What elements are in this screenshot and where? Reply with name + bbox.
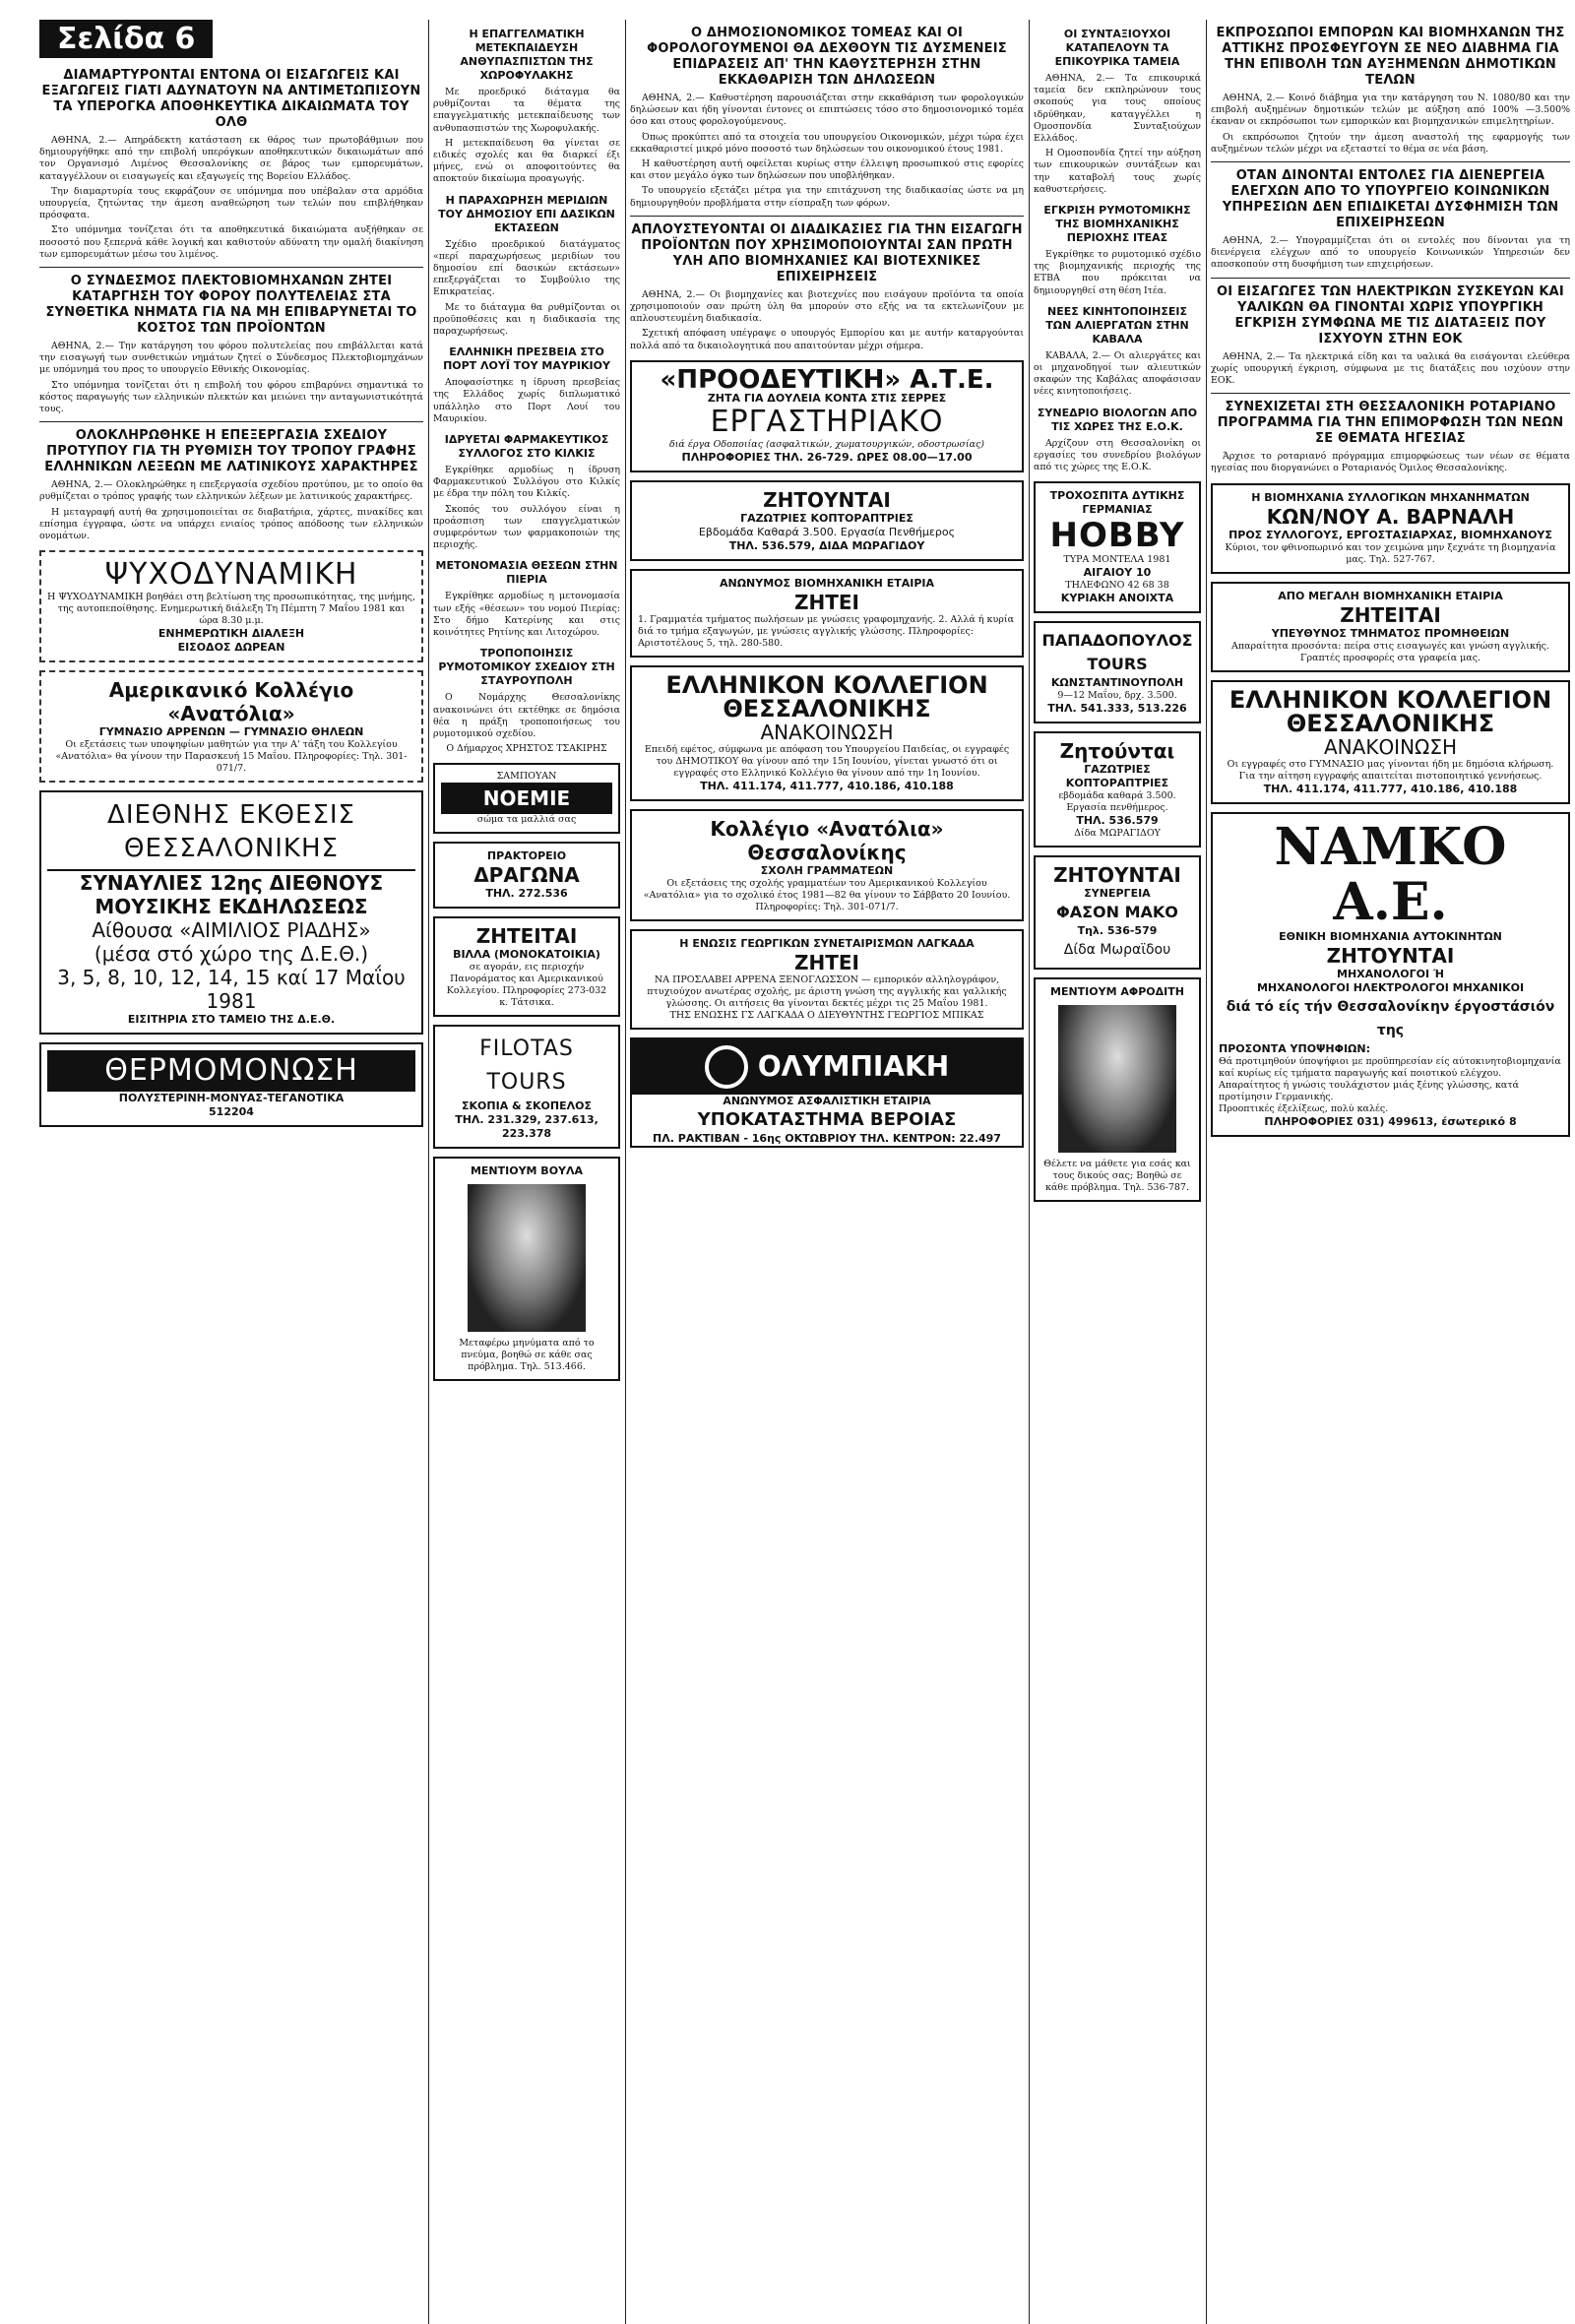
ad-phone: ΤΗΛ. 541.333, 513.226	[1047, 702, 1187, 716]
article-paragraph: Σχέδιο προεδρικού διατάγματος «περί παραχωρήσεως μεριδίων του δημοσίου επί δασικών εκτάσεων» επεξεργάζεται το Συμβούλιο της Επικρατείας.	[433, 238, 620, 298]
divider	[1211, 161, 1570, 162]
ad-text: εβδομάδα καθαρά 3.500. Εργασία πενθήμερος.	[1058, 790, 1176, 814]
ad-text: ΦΑΣΟΝ ΜΑΚΟ	[1056, 903, 1178, 922]
ad-tickets: ΕΙΣΙΤΗΡΙΑ ΣΤΟ ΤΑΜΕΙΟ ΤΗΣ Δ.Ε.Θ.	[127, 1013, 336, 1027]
article-paragraph: Όπως προκύπτει από τα στοιχεία του υπουργείου Οικονομικών, μέχρι τώρα έχει εκκαθαριστεί μικρό μόνο ποσοστό των δηλώσεων του οικονομικού έτους 1981.	[630, 131, 1024, 155]
article-paragraph: ΚΑΒΑΛΑ, 2.— Οι αλιεργάτες και οι μηχανοδηγοί των αλιευτικών σκαφών της Καβάλας αποφάσισαν νέες κινητοποιήσεις.	[1034, 349, 1201, 398]
article-paragraph: ΑΘΗΝΑ, 2.— Τα ηλεκτρικά είδη και τα υαλικά θα εισάγονται ελεύθερα χωρίς υπουργική έγκριση, σύμφωνα με τις διατάξεις που ισχύουν στην ΕΟΚ.	[1211, 350, 1570, 387]
portrait-photo	[1058, 1005, 1176, 1153]
ad-top: ΣΑΜΠΟΥΑΝ	[496, 771, 557, 783]
ad-olympiaki-insurance	[630, 1037, 1024, 1148]
ad-top: ΑΝΩΝΥΜΟΣ ΒΙΟΜΗΧΑΝΙΚΗ ΕΤΑΙΡΙΑ	[719, 576, 934, 590]
ad-seamstresses-wanted	[630, 480, 1024, 561]
ad-title: ΨΥΧΟΔΥΝΑΜΙΚΗ	[104, 557, 358, 593]
article-paragraph: Με το διάταγμα θα ρυθμίζονται οι προϋποθέσεις και η διαδικασία της παραχωρήσεως.	[433, 301, 620, 338]
ad-top: ΑΠΟ ΜΕΓΑΛΗ ΒΙΟΜΗΧΑΝΙΚΗ ΕΤΑΙΡΙΑ	[1278, 589, 1503, 602]
ad-text: Θέλετε να μάθετε για εσάς και τους δικούς σας; Βοηθώ σε κάθε πρόβλημα. Τηλ. 536-787.	[1043, 1159, 1191, 1194]
headline: ΣΥΝΕΔΡΙΟ ΒΙΟΛΟΓΩΝ ΑΠΟ ΤΙΣ ΧΩΡΕΣ ΤΗΣ Ε.Ο.Κ.	[1037, 406, 1198, 433]
article-paragraph: Στο υπόμνημα τονίζεται ότι η επιβολή του φόρου επιβαρύνει σημαντικά το κόστος παραγωγής των ελληνικών πλεκτών και μειώνει την ανταγωνιστικότητά τους.	[39, 379, 423, 415]
article-paragraph: Ο Νομάρχης Θεσσαλονίκης ανακοινώνει ότι εκτέθηκε σε δημόσια θέα η πράξη τροποποιήσεως του ρυμοτομικού σχεδίου.	[433, 692, 620, 739]
column-rule	[428, 20, 429, 2324]
ad-line: ΠΡΟΣΟΝΤΑ ΥΠΟΨΗΦΙΩΝ:	[1219, 1041, 1371, 1055]
ad-line: ΜΟΥΣΙΚΗΣ ΕΚΔΗΛΩΣΕΩΣ	[94, 895, 368, 919]
headline: ΙΔΡΥΕΤΑΙ ΦΑΡΜΑΚΕΥΤΙΚΟΣ ΣΥΛΛΟΓΟΣ ΣΤΟ ΚΙΛΚΙΣ	[444, 433, 609, 461]
ad-text: σε αγοράν, εις περιοχήν Πανοράματος και Αμερικανικού Κολλεγίου. Πληροφορίες 273-032 κ. Τάτσικα.	[446, 962, 607, 1009]
ad-villa-wanted	[433, 916, 620, 1017]
ad-text: Οι εξετάσεις της σχολής γραμματέων του Αμερικανικού Κολλεγίου «Ανατόλια» για το σχολικό έτος 1981—82 θα γίνουν το Σάββατο 20 Ιουνίου. Πληροφορίες: Τηλ. 301-071/7.	[643, 877, 1011, 912]
ad-subtitle: ΒΙΛΛΑ (ΜΟΝΟΚΑΤΟΙΚΙΑ)	[453, 948, 600, 962]
ad-subtitle: ΓΑΖΩΤΡΙΕΣ ΚΟΠΤΟΡΑΠΤΡΙΕΣ	[740, 511, 914, 525]
article-paragraph: ΑΘΗΝΑ, 2.— Κοινό διάβημα για την κατάργηση του Ν. 1080/80 και την επιβολή αυξημένων δημοτικών τελών με αύξηση από 100% —3.500% έκαναν οι εκπρόσωποι των εμπορικών και βιομηχανικών επιμελητηρίων.	[1211, 93, 1570, 128]
ad-brand: FILOTAS TOURS	[479, 1036, 574, 1096]
ad-subtitle: ΑΝΑΚΟΙΝΩΣΗ	[1324, 734, 1457, 759]
ad-proodeftiki	[630, 360, 1024, 472]
ad-slogan: σώμα τα μαλλιά σας	[476, 814, 577, 826]
ad-dates: 3, 5, 8, 10, 12, 14, 15 καί 17 Μαΐου 1981	[57, 966, 406, 1014]
ad-line: ΣΥΝΑΥΛΙΕΣ 12ης ΔΙΕΘΝΟΥΣ	[79, 871, 384, 896]
ad-signature: Δίδα ΜΩΡΑΓΙΔΟΥ	[1074, 828, 1161, 840]
article-paragraph: Οι εκπρόσωποι ζητούν την άμεση αναστολή της εφαρμογής των αυξημένων τελών μέχρι να εξεταστεί το θέμα σε νέα βάση.	[1211, 131, 1570, 155]
divider	[1211, 278, 1570, 279]
ad-subtitle: ΣΚΟΠΙΑ & ΣΚΟΠΕΛΟΣ	[462, 1099, 592, 1113]
ad-phone: ΠΛΗΡΟΦΟΡΙΕΣ ΤΗΛ. 26-729. ΩΡΕΣ 08.00—17.00	[681, 450, 973, 464]
ad-top: Η ΕΝΩΣΙΣ ΓΕΩΡΓΙΚΩΝ ΣΥΝΕΤΑΙΡΙΣΜΩΝ ΛΑΓΚΑΔΑ	[679, 936, 975, 950]
ad-title: ΖΗΤΕΙ	[794, 950, 859, 974]
ad-brand: HOBBY	[1049, 516, 1185, 556]
ad-title: ΜΕΝΤΙΟΥΜ ΒΟΥΛΑ	[470, 1164, 584, 1178]
article-paragraph: Η μετεκπαίδευση θα γίνεται σε ειδικές σχολές και θα διαρκεί έξι μήνες, ενώ οι αποφοιτούντες θα αποκτούν δικαίωμα προαγωγής.	[433, 137, 620, 185]
ad-main: ΕΡΓΑΣΤΗΡΙΑΚΟ	[710, 404, 944, 439]
olympiaki-logo	[632, 1039, 1022, 1095]
ad-procurement-manager	[1211, 582, 1570, 672]
ad-line: ΜΗΧΑΝΟΛΟΓΟΙ ΗΛΕΚΤΡΟΛΟΓΟΙ ΜΗΧΑΝΙΚΟΙ	[1256, 980, 1525, 994]
ad-text: 9—12 Μαΐου, δρχ. 3.500.	[1057, 690, 1177, 702]
ad-hellenic-college	[630, 665, 1024, 801]
ad-title: ΕΛΛΗΝΙΚΟΝ ΚΟΛΛΕΓΙΟΝ ΘΕΣΣΑΛΟΝΙΚΗΣ	[1228, 685, 1552, 737]
ad-subtitle: ΠΡΟΣ ΣΥΛΛΟΓΟΥΣ, ΕΡΓΟΣΤΑΣΙΑΡΧΑΣ, ΒΙΟΜΗΧΑΝΟΥΣ	[1228, 528, 1552, 541]
ad-anatolia-secretarial	[630, 809, 1024, 921]
ad-subtitle: ΠΟΛΥΣΤΕΡΙΝΗ-ΜΟΝΥΑΣ-ΤΕΓΑΝΟΤΙΚΑ	[118, 1092, 345, 1105]
ad-phone: ΤΗΛ. 411.174, 411.777, 410.186, 410.188	[700, 779, 954, 792]
ad-line: Απαραίτητος ή γνώσις τουλάχιστον μιάς ξένης γλώσσης, κατά προτίμησιν Γερμανικής.	[1219, 1079, 1519, 1102]
divider	[1211, 393, 1570, 394]
article-paragraph: Άρχισε το ροταριανό πρόγραμμα επιμορφώσεως των νέων σε θέματα ηγεσίας που διοργανώνει ο Ροταριανός Όμιλος Θεσσαλονίκης.	[1211, 451, 1570, 474]
ad-text: Εβδομάδα Καθαρά 3.500. Εργασία Πενθήμερος	[698, 525, 956, 538]
ad-title: ΚΩΝ/ΝΟΥ Α. ΒΑΡΝΑΛΗ	[1266, 504, 1515, 529]
ad-free-entry: ΕΙΣΟΔΟΣ ΔΩΡΕΑΝ	[177, 641, 285, 655]
headline: ΟΤΑΝ ΔΙΝΟΝΤΑΙ ΕΝΤΟΛΕΣ ΓΙΑ ΔΙΕΝΕΡΓΕΙΑ ΕΛΕΓΧΩΝ ΑΠΟ ΤΟ ΥΠΟΥΡΓΕΙΟ ΚΟΙΝΩΝΙΚΩΝ ΥΠΗΡΕΣΙΩΝ ΔΕΝ ΕΠΙΔΙΚΕΤΑΙ ΔΥΣΦΗΜΙΣΗ ΤΩΝ ΕΠΙΧΕΙΡΗΣΕΩΝ	[1222, 168, 1559, 231]
article-paragraph: ΑΘΗΝΑ, 2.— Την κατάργηση του φόρου πολυτελείας που επιβάλλεται κατά την εισαγωγή των συνθετικών νημάτων ζητεί ο Σύνδεσμος Πλεκτοβιομηχάνων με υπόμνημά του προς το υπουργείο Εθνικής Οικονομίας.	[39, 341, 423, 376]
ad-title: ΕΛΛΗΝΙΚΟΝ ΚΟΛΛΕΓΙΟΝ ΘΕΣΣΑΛΟΝΙΚΗΣ	[665, 670, 988, 722]
ad-subtitle: ΖΗΤΑ ΓΙΑ ΔΟΥΛΕΙΑ ΚΟΝΤΑ ΣΤΙΣ ΣΕΡΡΕΣ	[707, 391, 947, 405]
article-paragraph: Σχετική απόφαση υπέγραψε ο υπουργός Εμπορίου και με αυτήν καταργούνται πολλά από τα δικαιολογητικά που απαιτούνταν μέχρι σήμερα.	[630, 328, 1024, 351]
column-1	[39, 20, 423, 1135]
ad-text: ΝΑ ΠΡΟΣΛΑΒΕΙ ΑΡΡΕΝΑ ΞΕΝΟΓΛΩΣΣΟΝ — εμπορικόν αλληλογράφον, πτυχιούχον ανωτέρας σχολής, με άριστη γνώση της αγγλικής και γαλλικής γλώσσης. Οι αιτήσεις θα γίνονται δεκτές μέχρι τις 25 Μαΐου 1981.	[647, 974, 1007, 1009]
article-paragraph: Εγκρίθηκε αρμοδίως η ίδρυση Φαρμακευτικού Συλλόγου στο Κιλκίς με έδρα την πόλη του Κιλκίς.	[433, 465, 620, 500]
ad-open: ΚΥΡΙΑΚΗ ΑΝΟΙΧΤΑ	[1060, 592, 1174, 605]
ad-title: ΖΗΤΟΥΝΤΑΙ	[763, 487, 891, 512]
ad-venue: Αίθουσα «ΑΙΜΙΛΙΟΣ ΡΙΑΔΗΣ»	[92, 918, 371, 943]
page-number-badge: Σελίδα 6	[39, 20, 213, 58]
ad-hobby-caravans	[1034, 481, 1201, 613]
portrait-photo	[468, 1184, 586, 1332]
article-paragraph: Αποφασίστηκε η ίδρυση πρεσβείας της Ελλάδος χωρίς διπλωματικό υπάλληλο στο Πορτ Λουί του Μαυρικίου.	[433, 377, 620, 424]
article-paragraph: Στο υπόμνημα τονίζεται ότι τα αποθηκευτικά δικαιώματα αυξήθηκαν σε ποσοστό που ξεπερνά κάθε λογική και καθιστούν αδύνατη την ομαλή διακίνηση των εμπορευμάτων μέσω του λιμένος.	[39, 224, 423, 260]
divider	[630, 216, 1024, 217]
divider	[39, 421, 423, 422]
ad-title: ΜΕΝΤΙΟΥΜ ΑΦΡΟΔΙΤΗ	[1050, 985, 1184, 999]
divider	[39, 267, 423, 268]
ad-brand: ΠΑΠΑΔΟΠΟΥΛΟΣ TOURS	[1041, 631, 1193, 674]
article-paragraph: Την διαμαρτυρία τους εκφράζουν σε υπόμνημα που υπέβαλαν στα αρμόδια υπουργεία, ζητώντας την άμεση αναθεώρηση των τελών που επιβλήθηκαν πρόσφατα.	[39, 185, 423, 221]
ad-text: Απαραίτητα προσόντα: πείρα στις εισαγωγές και γνώση αγγλικής. Γραπτές προσφορές στα γραφεία μας.	[1231, 640, 1549, 663]
headline: Ο ΔΗΜΟΣΙΟΝΟΜΙΚΟΣ ΤΟΜΕΑΣ ΚΑΙ ΟΙ ΦΟΡΟΛΟΓΟΥΜΕΝΟΙ ΘΑ ΔΕΧΘΟΥΝ ΤΙΣ ΔΥΣΜΕΝΕΙΣ ΕΠΙΔΡΑΣΕΙΣ ΑΠ' ΤΗΝ ΚΑΘΥΣΤΕΡΗΣΗ ΣΤΗΝ ΕΚΚΑΘΑΡΙΣΗ ΤΩΝ ΔΗΛΩΣΕΩΝ	[647, 26, 1007, 88]
headline: ΟΙ ΣΥΝΤΑΞΙΟΥΧΟΙ ΚΑΤΑΠΕΛΟΥΝ ΤΑ ΕΠΙΚΟΥΡΙΚΑ ΤΑΜΕΙΑ	[1054, 28, 1180, 68]
ad-title: ΖΗΤΕΙΤΑΙ	[1340, 602, 1441, 627]
ad-industrial-company	[630, 569, 1024, 658]
article-paragraph: Η μεταγραφή αυτή θα χρησιμοποιείται σε διαβατήρια, χάρτες, πινακίδες και επίσημα έγγραφα, ώστε να υπάρχει ενιαίος τρόπος απόδοσης των ελληνικών ονομάτων.	[39, 506, 423, 542]
column-3	[630, 20, 1024, 1156]
ad-subtitle: ΑΝΑΚΟΙΝΩΣΗ	[760, 720, 894, 744]
headline: ΤΡΟΠΟΠΟΙΗΣΙΣ ΡΥΜΟΤΟΜΙΚΟΥ ΣΧΕΔΙΟΥ ΣΤΗ ΣΤΑΥΡΟΥΠΟΛΗ	[438, 647, 615, 688]
headline: ΟΙ ΕΙΣΑΓΩΓΕΣ ΤΩΝ ΗΛΕΚΤΡΙΚΩΝ ΣΥΣΚΕΥΩΝ ΚΑΙ ΥΑΛΙΚΩΝ ΘΑ ΓΙΝΟΝΤΑΙ ΧΩΡΙΣ ΥΠΟΥΡΓΙΚΗ ΕΓΚΡΙΣΗ ΣΥΜΦΩΝΑ ΜΕ ΤΙΣ ΔΙΑΤΑΞΕΙΣ ΠΟΥ ΙΣΧΥΟΥΝ ΣΤΗΝ ΕΟΚ	[1217, 283, 1564, 346]
article-paragraph: Το υπουργείο εξετάζει μέτρα για την επιτάχυνση της διαδικασίας ώστε να μη δημιουργηθούν προβλήματα στην είσπραξη των φόρων.	[630, 185, 1024, 209]
ad-top: ΠΡΑΚΤΟΡΕΙΟ	[486, 849, 567, 863]
ad-text: διά έργα Οδοποιίας (ασφαλτικών, χωματουργικών, οδοστρωσίας)	[668, 438, 985, 450]
ad-phone: ΤΗΛΕΦΩΝΟ 42 68 38	[1065, 580, 1169, 592]
ad-phone: ΤΗΛ. 411.174, 411.777, 410.186, 410.188	[1263, 782, 1518, 795]
ad-text: Οι εγγραφές στο ΓΥΜΝΑΣΙΟ μας γίνονται ήδη με δημόσια κλήρωση. Για την αίτηση εγγραφής απαιτείται πιστοποιητικό γεννήσεως.	[1227, 758, 1554, 782]
column-4	[1034, 20, 1201, 1210]
headline: ΕΓΚΡΙΣΗ ΡΥΜΟΤΟΜΙΚΗΣ ΤΗΣ ΒΙΟΜΗΧΑΝΙΚΗΣ ΠΕΡΙΟΧΗΣ ΙΤΕΑΣ	[1043, 204, 1191, 245]
ad-namko	[1211, 812, 1570, 1137]
ad-line: ΜΗΧΑΝΟΛΟΓΟΙ Ή	[1337, 967, 1444, 980]
signature: Ο Δήμαρχος ΧΡΗΣΤΟΣ ΤΣΑΚΙΡΗΣ	[446, 743, 607, 755]
ad-venue-note: (μέσα στό χώρο της Δ.Ε.Θ.)	[94, 942, 369, 967]
ad-subtitle: ΑΝΩΝΥΜΟΣ ΑΣΦΑΛΙΣΤΙΚΗ ΕΤΑΙΡΙΑ	[723, 1094, 931, 1107]
headline: ΑΠΛΟΥΣΤΕΥΟΝΤΑΙ ΟΙ ΔΙΑΔΙΚΑΣΙΕΣ ΓΙΑ ΤΗΝ ΕΙΣΑΓΩΓΗ ΠΡΟΪΟΝΤΩΝ ΠΟΥ ΧΡΗΣΙΜΟΠΟΙΟΥΝΤΑΙ ΣΑΝ ΠΡΩΤΗ ΥΛΗ ΑΠΟ ΒΙΟΜΗΧΑΝΙΕΣ ΚΑΙ ΒΙΟΤΕΧΝΙΚΕΣ ΕΠΙΧΕΙΡΗΣΕΙΣ	[631, 221, 1023, 284]
ad-title: Αμερικανικό Κολλέγιο «Ανατόλια»	[108, 678, 354, 726]
article-paragraph: ΑΘΗΝΑ, 2.— Καθυστέρηση παρουσιάζεται στην εκκαθάριση των φορολογικών δηλώσεων και ήδη γίνονται έντονες οι επιπτώσεις τόσο στο δημοσιονομικό τομέα όσο και στους φορολογούμενους.	[630, 93, 1024, 128]
ad-title: ΘΕΡΜΟΜΟΝΩΣΗ	[47, 1050, 415, 1092]
ad-phone: ΤΗΛ. 536.579, ΔΙΔΑ ΜΩΡΑΓΙΔΟΥ	[728, 538, 925, 552]
ad-brand: ΝΑΜΚΟ Α.Ε.	[1274, 816, 1507, 932]
ad-text: Η ΨΥΧΟΔΥΝΑΜΙΚΗ βοηθάει στη βελτίωση της προσωπικότητας, της μνήμης, της αυτοπεποίθησης. Ενημερωτική διάλεξη Τη Πέμπτη 7 Μαΐου 1981 και ώρα 8.30 μ.μ.	[47, 592, 415, 627]
ad-title: ΖΗΤΕΙΤΑΙ	[475, 924, 578, 949]
column-rule	[1206, 20, 1207, 2324]
headline: ΕΚΠΡΟΣΩΠΟΙ ΕΜΠΟΡΩΝ ΚΑΙ ΒΙΟΜΗΧΑΝΩΝ ΤΗΣ ΑΤΤΙΚΗΣ ΠΡΟΣΦΕΥΓΟΥΝ ΣΕ ΝΕΟ ΔΙΑΒΗΜΑ ΓΙΑ ΤΗΝ ΕΠΙΒΟΛΗ ΤΩΝ ΑΥΞΗΜΕΝΩΝ ΔΗΜΟΤΙΚΩΝ ΤΕΛΩΝ	[1216, 26, 1565, 88]
ad-title: Ζητούνται	[1059, 739, 1175, 764]
article-paragraph: Η καθυστέρηση αυτή οφείλεται κυρίως στην έλλειψη προσωπικού στις εφορίες και στον μεγάλο όγκο των δηλώσεων που υποβλήθηκαν.	[630, 158, 1024, 182]
ad-varnalis-machinery	[1211, 483, 1570, 574]
ad-dragona-agency	[433, 842, 620, 909]
ad-address: ΑΙΓΑΙΟΥ 10	[1083, 566, 1152, 580]
ad-subtitle: ΓΥΜΝΑΣΙΟ ΑΡΡΕΝΩΝ — ΓΥΜΝΑΣΙΟ ΘΗΛΕΩΝ	[98, 725, 364, 739]
ad-noemie-shampoo	[433, 763, 620, 834]
article-paragraph: Η Ομοσπονδία ζητεί την αύξηση των επικουρικών συντάξεων και την καταβολή τους χωρίς καθυστερήσεις.	[1034, 148, 1201, 195]
ad-top: Η ΒΙΟΜΗΧΑΝΙΑ ΣΥΛΛΟΓΙΚΩΝ ΜΗΧΑΝΗΜΑΤΩΝ	[1251, 490, 1530, 504]
ad-title: ΔΙΕΘΝΗΣ ΕΚΘΕΣΙΣ ΘΕΣΣΑΛΟΝΙΚΗΣ	[47, 798, 415, 871]
ad-filotas-tours	[433, 1025, 620, 1149]
headline: Η ΕΠΑΓΓΕΛΜΑΤΙΚΗ ΜΕΤΕΚΠΑΙΔΕΥΣΗ ΑΝΘΥΠΑΣΠΙΣΤΩΝ ΤΗΣ ΧΩΡΟΦΥΛΑΚΗΣ	[460, 28, 594, 82]
ad-seamstresses-small	[1034, 731, 1201, 848]
ad-subtitle: ΣΥΝΕΡΓΕΙΑ	[1084, 887, 1151, 901]
ad-text: Επειδή εφέτος, σύμφωνα με απόφαση του Υπουργείου Παιδείας, οι εγγραφές του ΔΗΜΟΤΙΚΟΥ θα γίνουν από την 15η Ιουνίου, γίνεται γνωστό ότι οι εγγραφές στο Ελληνικό Κολλέγιο θα γίνουν από την 1η Ιουνίου.	[644, 743, 1010, 779]
article-paragraph: Με προεδρικό διάταγμα θα ρυθμίζονται τα θέματα της επαγγελματικής μετεκπαίδευσης των ανθυπασπιστών της Χωροφυλακής.	[433, 87, 620, 134]
ad-line: Προοπτικές έξελίξεως, πολύ καλές.	[1219, 1102, 1389, 1114]
ad-subtitle: ΚΩΝΣΤΑΝΤΙΝΟΥΠΟΛΗ	[1050, 676, 1184, 690]
column-rule	[625, 20, 626, 2324]
ad-phone: Τηλ. 536-579	[1077, 924, 1158, 938]
headline: ΟΛΟΚΛΗΡΩΘΗΚΕ Η ΕΠΕΞΕΡΓΑΣΙΑ ΣΧΕΔΙΟΥ ΠΡΟΤΥΠΟΥ ΓΙΑ ΤΗ ΡΥΘΜΙΣΗ ΤΟΥ ΤΡΟΠΟΥ ΓΡΑΦΗΣ ΕΛΛΗΝΙΚΩΝ ΛΕΞΕΩΝ ΜΕ ΛΑΤΙΝΙΚΟΥΣ ΧΑΡΑΚΤΗΡΕΣ	[44, 428, 418, 475]
headline: ΝΕΕΣ ΚΙΝΗΤΟΠΟΙΗΣΕΙΣ ΤΩΝ ΑΛΙΕΡΓΑΤΩΝ ΣΤΗΝ ΚΑΒΑΛΑ	[1045, 304, 1189, 345]
ad-phone: ΠΛΗΡΟΦΟΡΙΕΣ 031) 499613, έσωτερικό 8	[1264, 1114, 1517, 1128]
ad-phone: ΤΗΛ. 536.579	[1076, 814, 1159, 828]
ad-signature: Δίδα Μωραϊδου	[1063, 942, 1171, 959]
article-paragraph: Σκοπός του συλλόγου είναι η προάσπιση των επαγγελματικών συμφερόντων των φαρμακοποιών της περιοχής.	[433, 503, 620, 551]
ad-hellenic-college-2	[1211, 680, 1570, 804]
headline: ΕΛΛΗΝΙΚΗ ΠΡΕΣΒΕΙΑ ΣΤΟ ΠΟΡΤ ΛΟΥΪ ΤΟΥ ΜΑΥΡΙΚΙΟΥ	[443, 345, 610, 373]
headline: ΔΙΑΜΑΡΤΥΡΟΝΤΑΙ ΕΝΤΟΝΑ ΟΙ ΕΙΣΑΓΩΓΕΙΣ ΚΑΙ ΕΞΑΓΩΓΕΙΣ ΓΙΑΤΙ ΑΔΥΝΑΤΟΥΝ ΝΑ ΑΝΤΙΜΕΤΩΠΙΣΟΥΝ ΤΑ ΥΠΕΡΟΓΚΑ ΑΠΟΘΗΚΕΥΤΙΚΑ ΔΙΚΑΙΩΜΑΤΑ ΤΟΥ ΟΛΘ	[41, 68, 421, 130]
column-5	[1211, 20, 1570, 1145]
headline: Η ΠΑΡΑΧΩΡΗΣΗ ΜΕΡΙΔΙΩΝ ΤΟΥ ΔΗΜΟΣΙΟΥ ΕΠΙ ΔΑΣΙΚΩΝ ΕΚΤΑΣΕΩΝ	[438, 193, 615, 234]
ad-title: ΖΗΤΟΥΝΤΑΙ	[1326, 943, 1455, 968]
article-paragraph: Εγκρίθηκε αρμοδίως η μετονομασία των εξής «θέσεων» του νομού Πιερίας: Στο δήμο Κατερίνης και στις κοινότητες Ρητίνης και Λιτοχώρου.	[433, 591, 620, 639]
ad-title: Κολλέγιο «Ανατόλια» Θεσσαλονίκης	[710, 816, 944, 864]
ad-subtitle: ΓΑΖΩΤΡΙΕΣ ΚΟΠΤΟΡΑΠΤΡΙΕΣ	[1065, 763, 1169, 790]
ad-address: ΠΛ. ΡΑΚΤΙΒΑΝ - 16ης ΟΚΤΩΒΡΙΟΥ ΤΗΛ. ΚΕΝΤΡΟΝ: 22.497	[653, 1131, 1001, 1145]
ad-thermal-insulation	[39, 1042, 423, 1127]
ad-papadopoulos-tours	[1034, 621, 1201, 723]
headline: ΣΥΝΕΧΙΖΕΤΑΙ ΣΤΗ ΘΕΣΣΑΛΟΝΙΚΗ ΡΟΤΑΡΙΑΝΟ ΠΡΟΓΡΑΜΜΑ ΓΙΑ ΤΗΝ ΕΠΙΜΟΡΦΩΣΗ ΤΩΝ ΝΕΩΝ ΣΕ ΘΕΜΑΤΑ ΗΓΕΣΙΑΣ	[1217, 400, 1564, 447]
ring-icon	[705, 1045, 748, 1089]
ad-subtitle: ΤΥΡΑ ΜΟΝΤΕΛΑ 1981	[1063, 554, 1171, 566]
ad-text: 1. Γραμματέα τμήματος πωλήσεων με γνώσεις γραφομηχανής. 2. Αλλά ή κυρία διά το τμήμα εξαγωγών, με γνώσεις αγγλικής γλώσσης. Πληροφορίες: Αριστοτέλους 5, τηλ. 280-580.	[638, 613, 1014, 649]
ad-workshops-wanted	[1034, 855, 1201, 970]
ad-top: ΤΡΟΧΟΣΠΙΤΑ ΔΥΤΙΚΗΣ ΓΕΡΜΑΝΙΑΣ	[1049, 489, 1185, 517]
ad-psychodynamics	[39, 550, 423, 662]
article-paragraph: Αρχίζουν στη Θεσσαλονίκη οι εργασίες του συνεδρίου βιολόγων από τις χώρες της Ε.Ο.Κ.	[1034, 437, 1201, 473]
ad-phone: 512204	[209, 1105, 254, 1119]
ad-branch: ΥΠΟΚΑΤΑΣΤΗΜΑ ΒΕΡΟΙΑΣ	[697, 1108, 957, 1130]
ad-medium-afroditi	[1034, 977, 1201, 1202]
ad-langadas-union	[630, 929, 1024, 1030]
ad-line: διά τό είς τήν Θεσσαλονίκην έργοστάσιόν της	[1226, 998, 1555, 1038]
article-paragraph: ΑΘΗΝΑ, 2.— Οι βιομηχανίες και βιοτεχνίες που εισάγουν προϊόντα τα οποία χρησιμοποιούν σαν πρώτη ύλη θα μπορούν στο εξής να τα εκτελωνίζουν με απλουστευμένη διαδικασία.	[630, 288, 1024, 325]
article-paragraph: ΑΘΗΝΑ, 2.— Τα επικουρικά ταμεία δεν εκπληρώνουν τους σκοπούς για τους οποίους ιδρύθηκαν, καταγγέλλει η Ομοσπονδία Συνταξιούχων Ελλάδος.	[1034, 73, 1201, 145]
ad-thessaloniki-fair-concerts	[39, 790, 423, 1035]
ad-text: Κύριοι, τον φθινοπωρινό και τον χειμώνα μην ξεχνάτε τη βιομηχανία μας. Τηλ. 527-767.	[1225, 541, 1556, 565]
headline: Ο ΣΥΝΔΕΣΜΟΣ ΠΛΕΚΤΟΒΙΟΜΗΧΑΝΩΝ ΖΗΤΕΙ ΚΑΤΑΡΓΗΣΗ ΤΟΥ ΦΟΡΟΥ ΠΟΛΥΤΕΛΕΙΑΣ ΣΤΑ ΣΥΝΘΕΤΙΚΑ ΝΗΜΑΤΑ ΓΙΑ ΝΑ ΜΗ ΕΠΙΒΑΡΥΝΕΤΑΙ ΤΟ ΚΟΣΤΟΣ ΤΩΝ ΠΡΟΪΟΝΤΩΝ	[45, 274, 417, 337]
ad-subtitle: ΥΠΕΥΘΥΝΟΣ ΤΜΗΜΑΤΟΣ ΠΡΟΜΗΘΕΙΩΝ	[1271, 626, 1510, 640]
article-paragraph: ΑΘΗΝΑ, 2.— Ολοκληρώθηκε η επεξεργασία σχεδίου προτύπου, με το οποίο θα ρυθμίζεται ο τρόπος γραφής των ελληνικών λέξεων με λατινικούς χαρακτήρες.	[39, 479, 423, 503]
column-rule	[1029, 20, 1030, 2324]
headline: ΜΕΤΟΝΟΜΑΣΙΑ ΘΕΣΕΩΝ ΣΤΗΝ ΠΙΕΡΙΑ	[435, 559, 618, 587]
ad-title: «ΠΡΟΟΔΕΥΤΙΚΗ» Α.Τ.Ε.	[660, 364, 994, 395]
ad-anatolia-gymnasium	[39, 670, 423, 783]
ad-line: Θά προτιμηθούν ύποψήφιοι με προϋπηρεσίαν είς αύτοκινητοβιομηχανία καί κυρίως είς τμήματα παραγωγής καί ποιοτικού ελέγχου.	[1219, 1055, 1561, 1079]
article-paragraph: ΑΘΗΝΑ, 2.— Υπογραμμίζεται ότι οι εντολές που δίνονται για τη διενέργεια ελέγχων από το υπουργείο Κοινωνικών Υπηρεσιών δεν αποσκοπούν στη δυσφήμιση των επιχειρήσεων.	[1211, 235, 1570, 271]
ad-medium-voula	[433, 1157, 620, 1381]
ad-brand: ΔΡΑΓΩΝΑ	[473, 863, 580, 888]
column-2	[433, 20, 620, 1389]
ad-subtitle: ΕΝΗΜΕΡΩΤΙΚΗ ΔΙΑΛΕΞΗ	[158, 627, 305, 641]
ad-phone: ΤΗΛ. 272.536	[485, 887, 568, 901]
ad-phone: ΤΗΛ. 231.329, 237.613, 223.378	[455, 1113, 598, 1141]
ad-brand: ΝΟΕΜΙΕ	[441, 783, 612, 814]
ad-title: ΖΗΤΟΥΝΤΑΙ	[1053, 863, 1181, 888]
ad-signature: ΤΗΣ ΕΝΩΣΗΣ ΓΣ ΛΑΓΚΑΔΑ Ο ΔΙΕΥΘΥΝΤΗΣ ΓΕΩΡΓΙΟΣ ΜΠΙΚΑΣ	[669, 1009, 984, 1021]
ad-subtitle: ΕΘΝΙΚΗ ΒΙΟΜΗΧΑΝΙΑ ΑΥΤΟΚΙΝΗΤΩΝ	[1279, 929, 1502, 943]
article-paragraph: ΑΘΗΝΑ, 2.— Απηράδεκτη κατάσταση εκ θάρος των πρωτοβάθμιων που δημιουργήθηκε από την επιβολή υπερόγκων αποθηκευτικών δικαιωμάτων από τον Οργανισμό Λιμένος Θεσσαλονίκης σε βάρος των εμπορευμάτων, καταγγέλλουν οι εισαγωγείς και εξαγωγείς της Βορείου Ελλάδος.	[39, 135, 423, 182]
ad-text: Οι εξετάσεις των υποψηφίων μαθητών για την Α' τάξη του Κολλεγίου «Ανατόλια» θα γίνουν την Παρασκευή 15 Μαΐου. Πληροφορίες: Τηλ. 301-071/7.	[55, 739, 408, 775]
ad-subtitle: ΣΧΟΛΗ ΓΡΑΜΜΑΤΕΩΝ	[760, 863, 894, 877]
article-paragraph: Εγκρίθηκε το ρυμοτομικό σχέδιο της βιομηχανικής περιοχής της ΕΤΒΑ που πρόκειται να δημιουργηθεί στη θέση Ιτέα.	[1034, 249, 1201, 296]
ad-brand: ΟΛΥΜΠΙΑΚΗ	[757, 1049, 950, 1083]
ad-text: Μεταφέρω μηνύματα από το πνεύμα, βοηθώ σε κάθε σας πρόβλημα. Τηλ. 513.466.	[459, 1338, 595, 1373]
ad-title: ΖΗΤΕΙ	[794, 590, 859, 614]
